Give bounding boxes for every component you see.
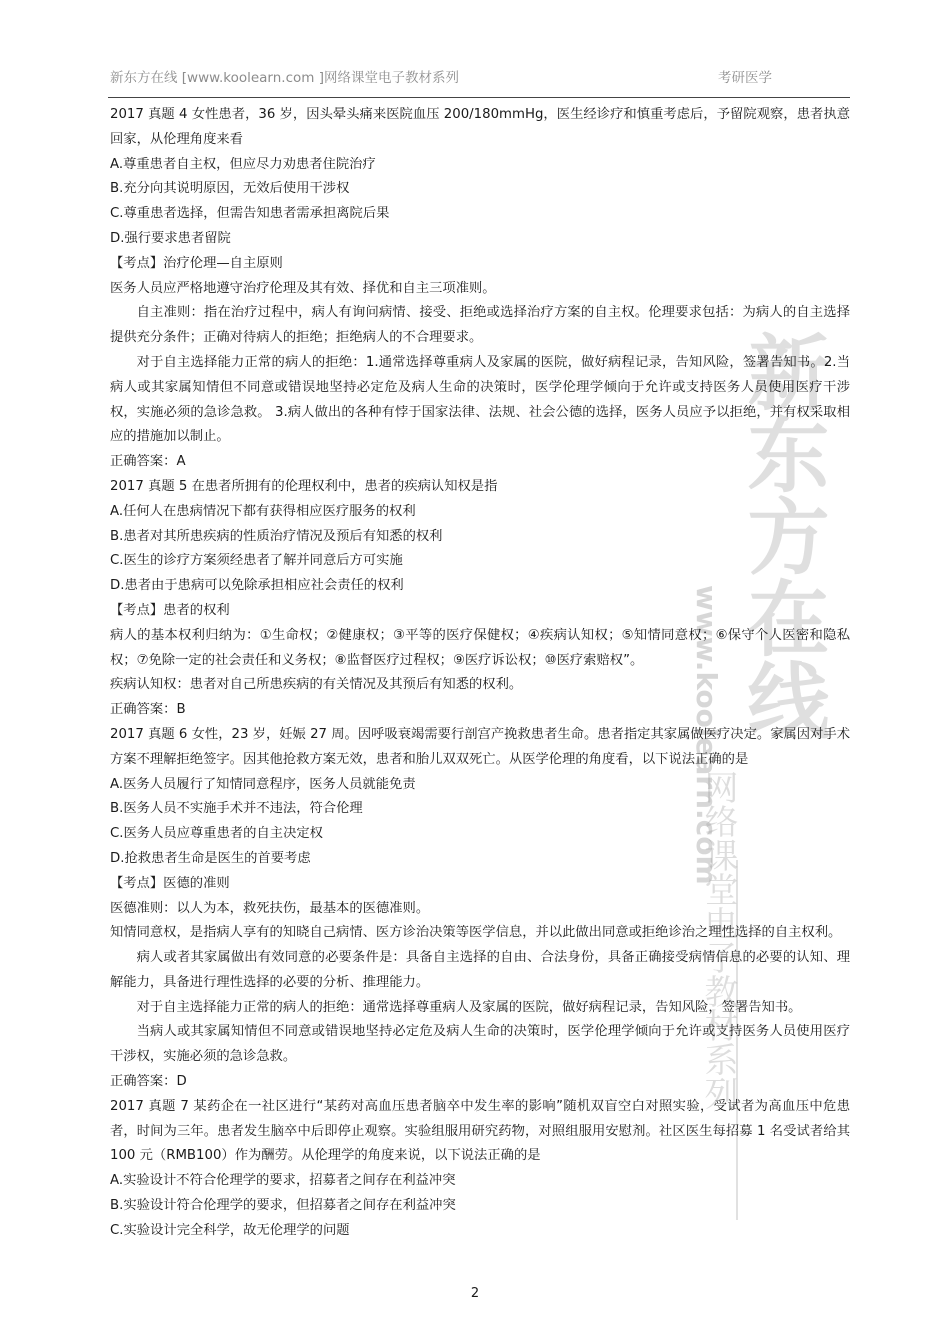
question-6-stem: 2017 真题 6 女性，23 岁，妊娠 27 周。因呼吸衰竭需要行剖宫产挽救患者生命。患者指定其家属做医疗决定。家属因对手术方案不理解拒绝签字。因其他抢救方案无效，患者和胎儿双双死亡。从医学伦理的角度看，以下说法正确的是: [110, 726, 850, 767]
question-4-option-c: C.尊重患者选择，但需告知患者需承担离院后果: [110, 206, 390, 222]
question-5-stem: 2017 真题 5 在患者所拥有的伦理权利中，患者的疾病认知权是指: [110, 478, 498, 494]
question-6-option-a: A.医务人员履行了知情同意程序，医务人员就能免责: [110, 776, 416, 792]
header-series-title: 新东方在线 [www.koolearn.com ]网络课堂电子教材系列: [110, 70, 459, 86]
question-6-key-point: 【考点】医德的准则: [110, 875, 230, 891]
question-4-option-b: B.充分向其说明原因，无效后使用干涉权: [110, 181, 350, 197]
question-6-option-b: B.医务人员不实施手术并不违法，符合伦理: [110, 801, 363, 817]
question-7-option-c: C.实验设计完全科学，故无伦理学的问题: [110, 1222, 350, 1238]
question-4-explanation-3: 对于自主选择能力正常的病人的拒绝：1.通常选择尊重病人及家属的医院，做好病程记录，告知风险，签署告知书。2.当病人或其家属知情但不同意或错误地坚持必定危及病人生命的决策时，医学伦理学倾向于允许或支持医务人员使用医疗干涉权，实施必须的急诊急救。 3.病人做出的各种有悖于国家法律、法规、社会公德的选择，医务人员应予以拒绝，并有权采取相应的措施加以制止。: [110, 354, 850, 445]
question-7-stem: 2017 真题 7 某药企在一社区进行“某药对高血压患者脑卒中发生率的影响”随机双盲空白对照实验，受试者为高血压中危患者，时间为三年。患者发生脑卒中后即停止观察。实验组服用研究药物，对照组服用安慰剂。社区医生每招募 1 名受试者给其 100 元（RMB100）作为酬劳。从伦理学的角度来说，以下说法正确的是: [110, 1098, 850, 1164]
header-subject: 考研医学: [718, 70, 772, 86]
question-4-stem: 2017 真题 4 女性患者，36 岁，因头晕头痛来医院血压 200/180mmHg，医生经诊疗和慎重考虑后，予留院观察，患者执意回家，从伦理角度来看: [110, 107, 850, 147]
question-5-key-point: 【考点】患者的权利: [110, 602, 230, 618]
question-7-option-a: A.实验设计不符合伦理学的要求，招募者之间存在利益冲突: [110, 1173, 456, 1189]
question-5-answer: 正确答案：B: [110, 702, 186, 718]
question-7-option-b: B.实验设计符合伦理学的要求，但招募者之间存在利益冲突: [110, 1198, 456, 1214]
question-4-option-d: D.强行要求患者留院: [110, 230, 231, 246]
watermark-brand-text: 新东方在线: [734, 330, 830, 740]
watermark-subtitle-text: 网络课堂电子教材系列: [698, 770, 738, 1110]
question-5-option-a: A.任何人在患病情况下都有获得相应医疗服务的权利: [110, 503, 416, 519]
question-5-option-b: B.患者对其所患疾病的性质治疗情况及预后有知悉的权利: [110, 528, 443, 544]
question-4-explanation-2: 自主准则：指在治疗过程中，病人有询问病情、接受、拒绝或选择治疗方案的自主权。伦理要求包括：为病人的自主选择提供充分条件；正确对待病人的拒绝；拒绝病人的不合理要求。: [110, 305, 850, 346]
page-header: [110, 66, 850, 94]
question-6-explanation-1: 医德准则：以人为本，救死扶伤，最基本的医德准则。: [110, 900, 430, 916]
question-6-option-d: D.抢救患者生命是医生的首要考虑: [110, 850, 311, 866]
watermark-url-text: www.koolearn.com: [690, 585, 723, 885]
question-6-explanation-3: 病人或者其家属做出有效同意的必要条件是：具备自主选择的自由、合法身份，具备正确接受病情信息的必要的认知、理解能力，具备进行理性选择的必要的分析、推理能力。: [110, 950, 850, 990]
question-5-option-c: C.医生的诊疗方案须经患者了解并同意后方可实施: [110, 553, 403, 569]
question-4-option-a: A.尊重患者自主权，但应尽力劝患者住院治疗: [110, 156, 376, 172]
header-divider: [108, 97, 850, 98]
question-4-answer: 正确答案：A: [110, 454, 186, 470]
question-4-explanation-1: 医务人员应严格地遵守治疗伦理及其有效、择优和自主三项准则。: [110, 280, 496, 296]
question-6-option-c: C.医务人员应尊重患者的自主决定权: [110, 826, 323, 842]
question-6-explanation-5: 当病人或其家属知情但不同意或错误地坚持必定危及病人生命的决策时，医学伦理学倾向于允许或支持医务人员使用医疗干涉权，实施必须的急诊急救。: [110, 1024, 850, 1065]
question-4-key-point: 【考点】治疗伦理—自主原则: [110, 255, 283, 271]
question-5-option-d: D.患者由于患病可以免除承担相应社会责任的权利: [110, 578, 404, 594]
question-6-explanation-2: 知情同意权，是指病人享有的知晓自己病情、医方诊治决策等医学信息，并以此做出同意或拒绝诊治之理性选择的自主权利。: [110, 925, 842, 941]
document-body: [110, 103, 850, 1244]
page-number: 2: [470, 1286, 480, 1301]
question-6-answer: 正确答案：D: [110, 1074, 187, 1090]
question-5-explanation-2: 疾病认知权：患者对自己所患疾病的有关情况及其预后有知悉的权利。: [110, 677, 523, 693]
question-5-explanation-1: 病人的基本权利归纳为：①生命权；②健康权；③平等的医疗保健权；④疾病认知权；⑤知情同意权；⑥保守个人医密和隐私权；⑦免除一定的社会责任和义务权；⑧监督医疗过程权；⑨医疗诉讼权；⑩医疗索赔权”。: [110, 627, 850, 668]
question-6-explanation-4: 对于自主选择能力正常的病人的拒绝：通常选择尊重病人及家属的医院，做好病程记录，告知风险，签署告知书。: [136, 999, 802, 1015]
